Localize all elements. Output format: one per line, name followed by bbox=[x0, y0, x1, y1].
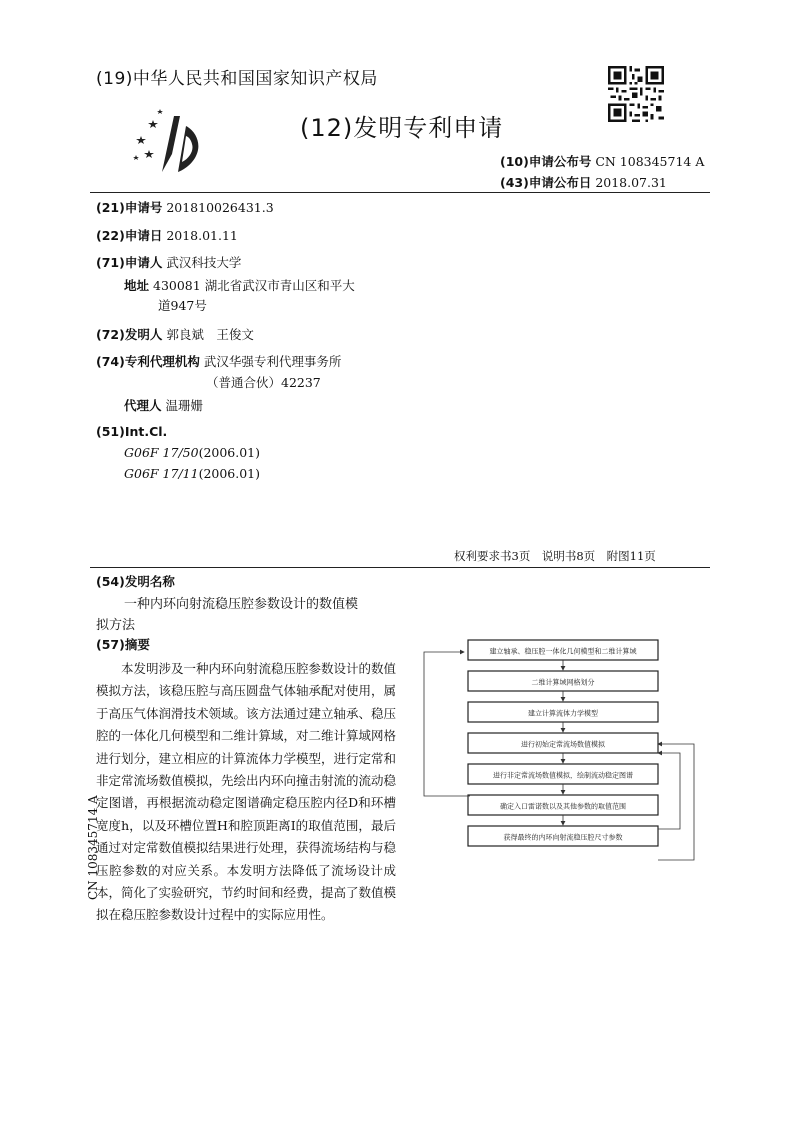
feedback-arrow-right bbox=[658, 753, 680, 829]
inventors: 郭良斌 王俊文 bbox=[166, 327, 254, 342]
agency-row bbox=[96, 352, 341, 370]
flow-step-label: 建立轴承、稳压腔一体化几何模型和二维计算域 bbox=[489, 647, 637, 656]
invention-title-line1: 一种内环向射流稳压腔参数设计的数值模 bbox=[124, 597, 359, 612]
flow-step-label: 二维计算域网格划分 bbox=[531, 678, 595, 687]
intcl-entry bbox=[124, 466, 260, 481]
feedback-arrow-left bbox=[424, 652, 470, 796]
address-label: 地址 bbox=[124, 278, 150, 293]
intcl-code: G06F 17/11 bbox=[124, 466, 199, 481]
intcl-code: G06F 17/50 bbox=[124, 445, 199, 460]
application-date-row bbox=[96, 226, 238, 244]
title-label: (54)发明名称 bbox=[96, 574, 175, 589]
agent-label: 代理人 bbox=[124, 398, 162, 413]
section-divider bbox=[90, 567, 710, 568]
application-number: 201810026431.3 bbox=[166, 200, 274, 215]
address-row bbox=[124, 276, 355, 294]
application-date-label: (22)申请日 bbox=[96, 228, 163, 243]
agent-row bbox=[124, 396, 203, 414]
qr-code-icon bbox=[608, 66, 664, 122]
inventor-row bbox=[96, 325, 254, 343]
applicant-label: (71)申请人 bbox=[96, 255, 163, 270]
flow-step-label: 进行非定常流场数值模拟，绘制流动稳定图谱 bbox=[493, 771, 633, 780]
agency-line1: 武汉华强专利代理事务所 bbox=[203, 354, 342, 369]
publication-date-label: (43)申请公布日 bbox=[500, 175, 592, 190]
agency-label: (74)专利代理机构 bbox=[96, 354, 200, 369]
document-type: (12)发明专利申请 bbox=[300, 114, 504, 142]
header-divider bbox=[90, 192, 710, 193]
applicant: 武汉科技大学 bbox=[166, 255, 242, 270]
feedback-arrow-right-outer bbox=[658, 744, 694, 860]
address-line1: 430081 湖北省武汉市青山区和平大 bbox=[153, 278, 355, 293]
flow-step-label: 确定入口雷诺数以及其他参数的取值范围 bbox=[500, 802, 626, 811]
application-number-label: (21)申请号 bbox=[96, 200, 163, 215]
intcl-entry bbox=[124, 445, 260, 460]
applicant-row bbox=[96, 253, 241, 271]
flow-step-label: 进行初始定常流场数值模拟 bbox=[521, 740, 605, 749]
abstract-flowchart bbox=[412, 630, 722, 890]
abstract-label: (57)摘要 bbox=[96, 637, 150, 652]
side-publication-number: CN 108345714 A bbox=[86, 795, 100, 900]
application-date: 2018.01.11 bbox=[166, 228, 238, 243]
publication-number: CN 108345714 A bbox=[595, 154, 705, 169]
abstract-text: 本发明涉及一种内环向射流稳压腔参数设计的数值模拟方法，该稳压腔与高压圆盘气体轴承配对使用，属于高压气体润滑技术领域。该方法通过建立轴承、稳压腔的一体化几何模型和二维计算域，对二维计算域网格进行划分，建立相应的计算流体力学模型，进行定常和非定常流场数值模拟，先绘出内环向撞击射流的流动稳定图谱，再根据流动稳定图谱确定稳压腔内径D和环槽宽度h，以及环槽位置H和腔顶距离I的取值范围，最后通过对定常数值模拟结果进行处理，获得流场结构与稳压腔参数的对应关系。本发明方法降低了流场设计成本，简化了实验研究，节约时间和经费，提高了数值模拟在稳压腔参数设计过程中的实际应用性。 bbox=[96, 661, 397, 923]
invention-title-line2: 拟方法 bbox=[96, 618, 136, 633]
application-number-row bbox=[96, 198, 274, 216]
address-line2: 道947号 bbox=[158, 298, 207, 313]
publication-date-row bbox=[500, 173, 667, 191]
publication-number-label: (10)申请公布号 bbox=[500, 154, 592, 169]
intcl-version: (2006.01) bbox=[198, 445, 261, 460]
inventor-label: (72)发明人 bbox=[96, 327, 163, 342]
intcl-label: (51)Int.Cl. bbox=[96, 424, 168, 439]
agent: 温珊姗 bbox=[165, 398, 204, 413]
intcl-version: (2006.01) bbox=[198, 466, 261, 481]
office-name: (19)中华人民共和国国家知识产权局 bbox=[96, 69, 378, 89]
sipo-logo bbox=[128, 106, 208, 176]
flow-step-label: 建立计算流体力学模型 bbox=[528, 709, 598, 718]
agency-line2: （普通合伙）42237 bbox=[206, 375, 321, 390]
publication-date: 2018.07.31 bbox=[595, 175, 667, 190]
page-counts: 权利要求书3页 说明书8页 附图11页 bbox=[454, 549, 656, 563]
flow-step-label: 获得最终的内环向射流稳压腔尺寸参数 bbox=[503, 833, 623, 842]
publication-number-row bbox=[500, 152, 704, 170]
